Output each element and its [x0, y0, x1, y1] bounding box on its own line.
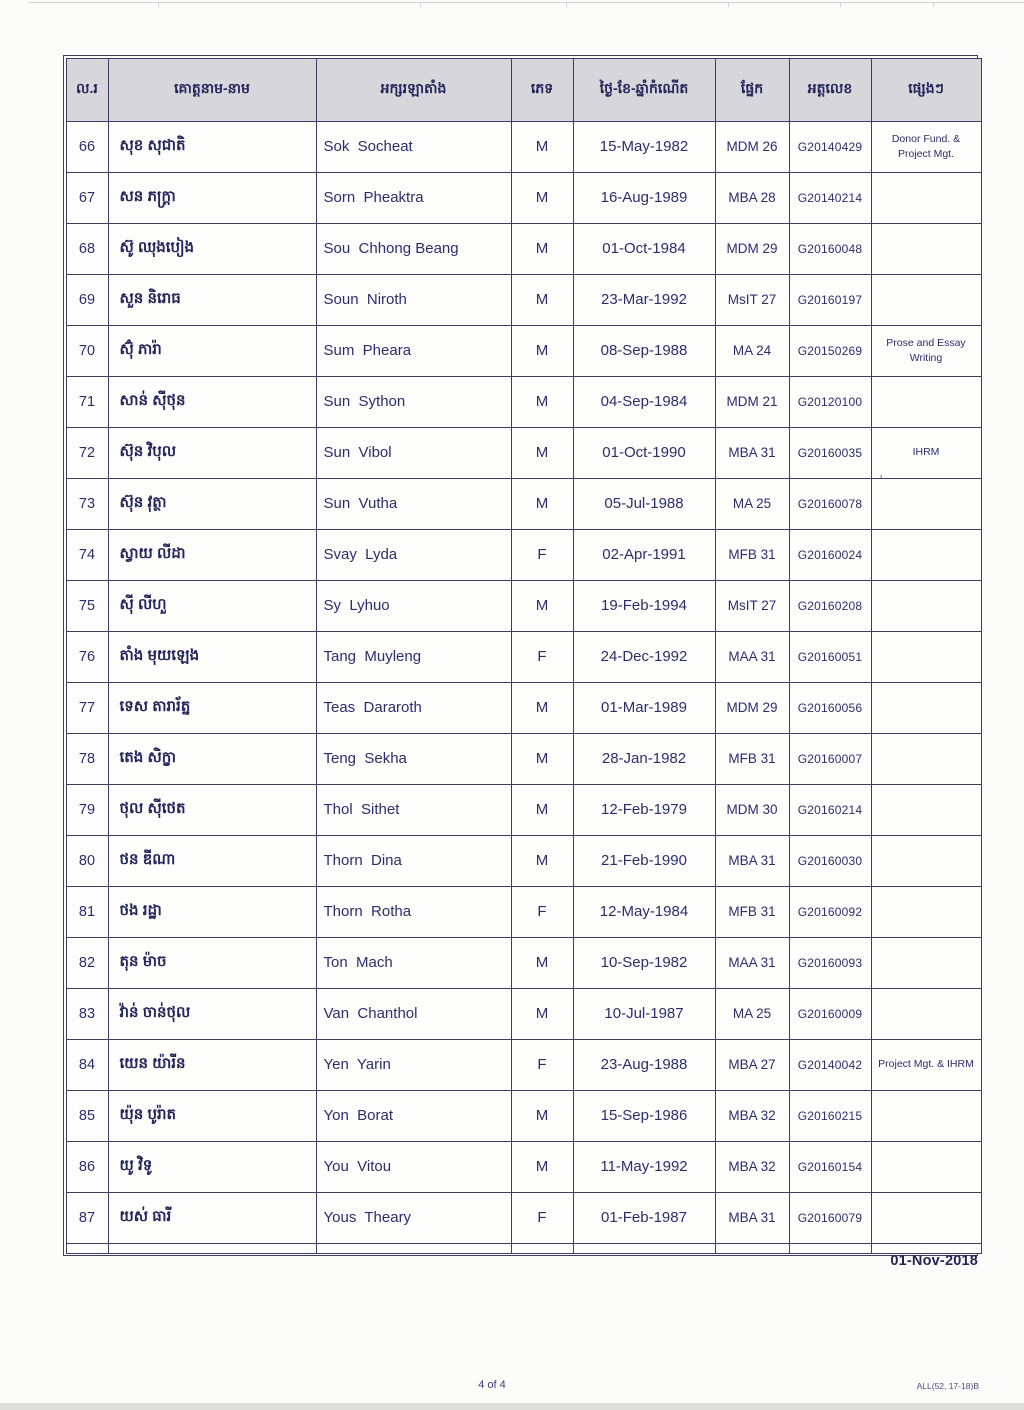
cell-khmer-name: តុន ម៉ាច — [108, 937, 316, 988]
cell-khmer-name: យេន យ៉ារីន — [108, 1039, 316, 1090]
cell-number: 72 — [66, 427, 108, 478]
cell-id-number: G20140214 — [789, 172, 871, 223]
previous-table-edge-artifact — [28, 2, 1024, 6]
cell-remark — [871, 937, 981, 988]
cell-program: MFB 31 — [715, 733, 789, 784]
cell-latin-name: Svay Lyda — [316, 529, 511, 580]
cell-latin-name: Sun Vibol — [316, 427, 511, 478]
cell-remark — [871, 631, 981, 682]
report-date: 01-Nov-2018 — [890, 1253, 978, 1269]
cell-program: MBA 31 — [715, 427, 789, 478]
table-row — [66, 121, 981, 172]
cell-program: MDM 29 — [715, 223, 789, 274]
cell-gender: M — [511, 937, 573, 988]
cell-khmer-name: យ៉ុន បូរ៉ាត — [108, 1090, 316, 1141]
cell-id-number: G20160024 — [789, 529, 871, 580]
cell-remark: IHRM — [871, 427, 981, 478]
cell-program: MAA 31 — [715, 631, 789, 682]
cell-gender: M — [511, 274, 573, 325]
cell-khmer-name: ស៊ុំ ភារ៉ា — [108, 325, 316, 376]
cell-khmer-name: ស្វាយ លីដា — [108, 529, 316, 580]
cell-remark — [871, 580, 981, 631]
table-row — [66, 784, 981, 835]
cell-latin-name: Yen Yarin — [316, 1039, 511, 1090]
cell-date-of-birth: 02-Apr-1991 — [573, 529, 715, 580]
cell-number: 87 — [66, 1192, 108, 1243]
cell-gender: M — [511, 376, 573, 427]
cell-program: MBA 27 — [715, 1039, 789, 1090]
cell-gender: F — [511, 1192, 573, 1243]
cell-number: 73 — [66, 478, 108, 529]
cell-id-number: G20160215 — [789, 1090, 871, 1141]
pen-tick-artifact: ’ — [877, 471, 884, 488]
cell-id-number: G20160007 — [789, 733, 871, 784]
table-row — [66, 1039, 981, 1090]
cell-date-of-birth: 01-Oct-1990 — [573, 427, 715, 478]
table-row — [66, 1192, 981, 1243]
table-spacer-row — [66, 1243, 981, 1253]
cell-date-of-birth: 01-Oct-1984 — [573, 223, 715, 274]
cell-id-number: G20160208 — [789, 580, 871, 631]
table-row — [66, 733, 981, 784]
cell-id-number: G20160079 — [789, 1192, 871, 1243]
cell-remark — [871, 733, 981, 784]
cell-khmer-name: យូ វិទូ — [108, 1141, 316, 1192]
cell-latin-name: Teng Sekha — [316, 733, 511, 784]
cell-program: MsIT 27 — [715, 274, 789, 325]
cell-remark — [871, 172, 981, 223]
cell-remark — [871, 223, 981, 274]
cell-number: 67 — [66, 172, 108, 223]
cell-id-number: G20160078 — [789, 478, 871, 529]
cell-date-of-birth: 21-Feb-1990 — [573, 835, 715, 886]
cell-remark: Prose and Essay Writing — [871, 325, 981, 376]
cell-program: MAA 31 — [715, 937, 789, 988]
cell-number: 80 — [66, 835, 108, 886]
table-row — [66, 478, 981, 529]
table-row — [66, 376, 981, 427]
cell-khmer-name: តាំង មុយឡេង — [108, 631, 316, 682]
cell-id-number: G20160009 — [789, 988, 871, 1039]
cell-number: 77 — [66, 682, 108, 733]
cell-khmer-name: ស៊ុន វុត្ថា — [108, 478, 316, 529]
header-date-of-birth: ថ្ងៃ-ខែ-ឆ្នាំកំណើត — [573, 58, 715, 121]
cell-date-of-birth: 05-Jul-1988 — [573, 478, 715, 529]
cell-id-number: G20160092 — [789, 886, 871, 937]
header-id-number: អត្តលេខ — [789, 58, 871, 121]
table-row — [66, 274, 981, 325]
cell-number: 69 — [66, 274, 108, 325]
cell-number: 85 — [66, 1090, 108, 1141]
cell-id-number: G20140429 — [789, 121, 871, 172]
table-row — [66, 631, 981, 682]
cell-latin-name: Thorn Dina — [316, 835, 511, 886]
header-khmer-name: គោត្តនាម-នាម — [108, 58, 316, 121]
cell-latin-name: Ton Mach — [316, 937, 511, 988]
cell-id-number: G20160051 — [789, 631, 871, 682]
cell-gender: F — [511, 886, 573, 937]
cell-latin-name: Thol Sithet — [316, 784, 511, 835]
cell-latin-name: Sun Vutha — [316, 478, 511, 529]
document-ref: ALL(52, 17-18)B — [916, 1381, 979, 1391]
page-number: 4 of 4 — [478, 1379, 506, 1391]
cell-date-of-birth: 23-Mar-1992 — [573, 274, 715, 325]
cell-gender: F — [511, 631, 573, 682]
cell-gender: M — [511, 682, 573, 733]
cell-gender: M — [511, 325, 573, 376]
cell-remark — [871, 886, 981, 937]
cell-latin-name: Sok Socheat — [316, 121, 511, 172]
cell-program: MBA 32 — [715, 1090, 789, 1141]
cell-khmer-name: សួន និរោធ — [108, 274, 316, 325]
cell-number: 81 — [66, 886, 108, 937]
cell-date-of-birth: 12-Feb-1979 — [573, 784, 715, 835]
table-header-row — [66, 58, 981, 121]
cell-number: 71 — [66, 376, 108, 427]
table-row — [66, 1090, 981, 1141]
cell-latin-name: Sou Chhong Beang — [316, 223, 511, 274]
cell-remark — [871, 1192, 981, 1243]
cell-remark — [871, 784, 981, 835]
table-row — [66, 886, 981, 937]
table-row — [66, 172, 981, 223]
cell-id-number: G20160197 — [789, 274, 871, 325]
cell-number: 74 — [66, 529, 108, 580]
cell-id-number: G20160030 — [789, 835, 871, 886]
cell-id-number: G20160093 — [789, 937, 871, 988]
cell-date-of-birth: 15-May-1982 — [573, 121, 715, 172]
cell-date-of-birth: 10-Sep-1982 — [573, 937, 715, 988]
cell-latin-name: Yon Borat — [316, 1090, 511, 1141]
cell-latin-name: Soun Niroth — [316, 274, 511, 325]
cell-id-number: G20150269 — [789, 325, 871, 376]
cell-khmer-name: វ៉ាន់ ចាន់ថុល — [108, 988, 316, 1039]
cell-number: 82 — [66, 937, 108, 988]
cell-number: 83 — [66, 988, 108, 1039]
cell-remark: Donor Fund. & Project Mgt. — [871, 121, 981, 172]
cell-id-number: G20140042 — [789, 1039, 871, 1090]
cell-number: 75 — [66, 580, 108, 631]
cell-program: MDM 29 — [715, 682, 789, 733]
table-row — [66, 580, 981, 631]
cell-program: MDM 30 — [715, 784, 789, 835]
cell-date-of-birth: 16-Aug-1989 — [573, 172, 715, 223]
cell-gender: F — [511, 529, 573, 580]
cell-gender: M — [511, 223, 573, 274]
cell-date-of-birth: 04-Sep-1984 — [573, 376, 715, 427]
cell-latin-name: You Vitou — [316, 1141, 511, 1192]
table-row — [66, 988, 981, 1039]
table-row — [66, 529, 981, 580]
cell-program: MBA 32 — [715, 1141, 789, 1192]
cell-program: MA 25 — [715, 478, 789, 529]
cell-program: MFB 31 — [715, 529, 789, 580]
cell-khmer-name: ទេស តារារ័ត្ន — [108, 682, 316, 733]
cell-date-of-birth: 24-Dec-1992 — [573, 631, 715, 682]
cell-remark — [871, 988, 981, 1039]
cell-program: MBA 28 — [715, 172, 789, 223]
cell-program: MBA 31 — [715, 1192, 789, 1243]
cell-id-number: G20120100 — [789, 376, 871, 427]
cell-number: 84 — [66, 1039, 108, 1090]
cell-gender: M — [511, 784, 573, 835]
header-number: ល.រ — [66, 58, 108, 121]
cell-latin-name: Van Chanthol — [316, 988, 511, 1039]
header-program: ផ្នែក — [715, 58, 789, 121]
cell-latin-name: Yous Theary — [316, 1192, 511, 1243]
cell-latin-name: Sy Lyhuo — [316, 580, 511, 631]
cell-number: 70 — [66, 325, 108, 376]
cell-gender: M — [511, 580, 573, 631]
table-row — [66, 682, 981, 733]
cell-program: MFB 31 — [715, 886, 789, 937]
cell-program: MBA 31 — [715, 835, 789, 886]
cell-number: 79 — [66, 784, 108, 835]
table-row — [66, 835, 981, 886]
cell-khmer-name: ថុល ស៊ីថេត — [108, 784, 316, 835]
cell-remark — [871, 478, 981, 529]
cell-id-number: G20160056 — [789, 682, 871, 733]
cell-remark — [871, 274, 981, 325]
header-other: ផ្សេងៗ — [871, 58, 981, 121]
cell-id-number: G20160035 — [789, 427, 871, 478]
cell-khmer-name: សុខ សុជាតិ — [108, 121, 316, 172]
cell-gender: M — [511, 1090, 573, 1141]
cell-remark — [871, 682, 981, 733]
table-row — [66, 937, 981, 988]
table-row — [66, 325, 981, 376]
cell-program: MA 25 — [715, 988, 789, 1039]
cell-latin-name: Sorn Pheaktra — [316, 172, 511, 223]
cell-program: MsIT 27 — [715, 580, 789, 631]
cell-khmer-name: យស់ ធារី — [108, 1192, 316, 1243]
cell-id-number: G20160154 — [789, 1141, 871, 1192]
cell-remark: Project Mgt. & IHRM — [871, 1039, 981, 1090]
cell-gender: M — [511, 427, 573, 478]
cell-latin-name: Thorn Rotha — [316, 886, 511, 937]
cell-date-of-birth: 01-Mar-1989 — [573, 682, 715, 733]
cell-khmer-name: ថង រដ្ឋា — [108, 886, 316, 937]
cell-date-of-birth: 01-Feb-1987 — [573, 1192, 715, 1243]
table-row — [66, 427, 981, 478]
student-list-table-wrap — [63, 55, 978, 1256]
cell-date-of-birth: 08-Sep-1988 — [573, 325, 715, 376]
cell-remark — [871, 376, 981, 427]
cell-date-of-birth: 19-Feb-1994 — [573, 580, 715, 631]
cell-number: 66 — [66, 121, 108, 172]
cell-date-of-birth: 15-Sep-1986 — [573, 1090, 715, 1141]
cell-program: MDM 21 — [715, 376, 789, 427]
header-latin-name: អក្សរឡាតាំង — [316, 58, 511, 121]
table-row — [66, 1141, 981, 1192]
cell-date-of-birth: 28-Jan-1982 — [573, 733, 715, 784]
cell-program: MA 24 — [715, 325, 789, 376]
cell-number: 68 — [66, 223, 108, 274]
cell-number: 78 — [66, 733, 108, 784]
cell-khmer-name: តេង សិក្ខា — [108, 733, 316, 784]
cell-gender: M — [511, 988, 573, 1039]
cell-khmer-name: ស៊ី លីហួ — [108, 580, 316, 631]
cell-number: 76 — [66, 631, 108, 682]
cell-khmer-name: ស៊ូ ឈុងបៀង — [108, 223, 316, 274]
cell-date-of-birth: 23-Aug-1988 — [573, 1039, 715, 1090]
header-gender: ភេទ — [511, 58, 573, 121]
cell-remark — [871, 1141, 981, 1192]
cell-latin-name: Sum Pheara — [316, 325, 511, 376]
cell-khmer-name: សន ភក្ត្រា — [108, 172, 316, 223]
cell-gender: M — [511, 1141, 573, 1192]
cell-number: 86 — [66, 1141, 108, 1192]
cell-gender: M — [511, 478, 573, 529]
cell-khmer-name: ស៊ុន វិបុល — [108, 427, 316, 478]
cell-gender: M — [511, 172, 573, 223]
cell-gender: M — [511, 733, 573, 784]
cell-id-number: G20160214 — [789, 784, 871, 835]
cell-remark — [871, 835, 981, 886]
cell-date-of-birth: 10-Jul-1987 — [573, 988, 715, 1039]
cell-remark — [871, 529, 981, 580]
cell-khmer-name: ថន ឌីណា — [108, 835, 316, 886]
cell-id-number: G20160048 — [789, 223, 871, 274]
cell-latin-name: Sun Sython — [316, 376, 511, 427]
cell-gender: M — [511, 835, 573, 886]
cell-khmer-name: សាន់ ស៊ីថុន — [108, 376, 316, 427]
table-row — [66, 223, 981, 274]
cell-latin-name: Tang Muyleng — [316, 631, 511, 682]
table-body — [66, 121, 981, 1243]
cell-gender: M — [511, 121, 573, 172]
scan-edge-band — [0, 1403, 1024, 1410]
cell-remark — [871, 1090, 981, 1141]
student-list-table — [66, 58, 982, 1254]
cell-latin-name: Teas Dararoth — [316, 682, 511, 733]
cell-date-of-birth: 11-May-1992 — [573, 1141, 715, 1192]
cell-date-of-birth: 12-May-1984 — [573, 886, 715, 937]
cell-program: MDM 26 — [715, 121, 789, 172]
cell-gender: F — [511, 1039, 573, 1090]
